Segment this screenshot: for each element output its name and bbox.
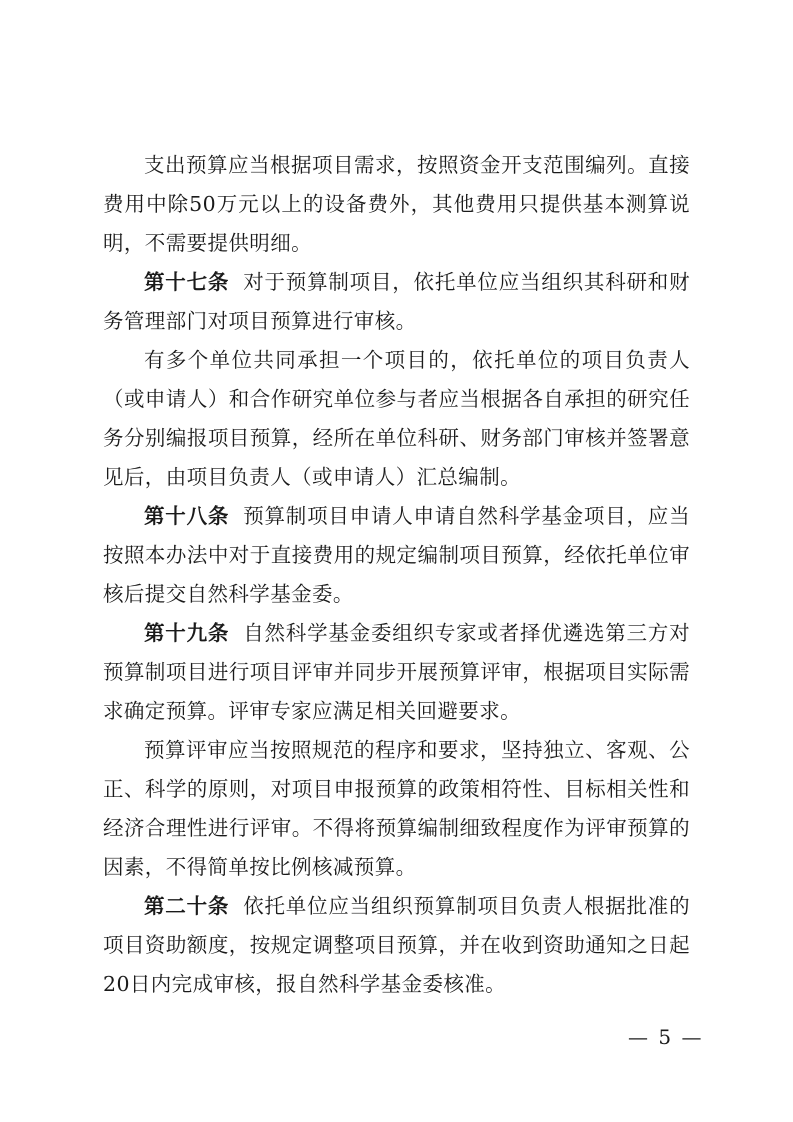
paragraph-multi-unit-budget <box>103 341 690 497</box>
paragraph-text: 预算制项目申请人申请自然科学基金项目，应当按照本办法中对于直接费用的规定编制项目预算，经依托单位审核后提交自然科学基金委。 <box>103 504 690 606</box>
paragraph-text: 预算评审应当按照规范的程序和要求，坚持独立、客观、公正、科学的原则，对项目申报预算的政策相符性、目标相关性和经济合理性进行评审。不得将预算编制细致程度作为评审预算的因素，不得简单按比例核减预算。 <box>103 738 690 879</box>
page-number: — 5 — <box>628 1025 704 1049</box>
body-text <box>103 146 690 1004</box>
paragraph-text: 对于预算制项目，依托单位应当组织其科研和财务管理部门对项目预算进行审核。 <box>103 270 690 333</box>
article-17 <box>103 263 690 341</box>
paragraph-text: 依托单位应当组织预算制项目负责人根据批准的项目资助额度，按规定调整项目预算，并在收到资助通知之日起20日内完成审核，报自然科学基金委核准。 <box>103 894 690 996</box>
article-label: 第十七条 <box>144 270 230 294</box>
paragraph-budget-review-principles <box>103 731 690 887</box>
article-label: 第十八条 <box>144 504 230 528</box>
paragraph-budget-preparation <box>103 146 690 263</box>
article-19 <box>103 614 690 731</box>
article-20 <box>103 887 690 1004</box>
paragraph-text: 有多个单位共同承担一个项目的，依托单位的项目负责人（或申请人）和合作研究单位参与者应当根据各自承担的研究任务分别编报项目预算，经所在单位科研、财务部门审核并签署意见后，由项目负责人（或申请人）汇总编制。 <box>103 348 690 489</box>
paragraph-text: 支出预算应当根据项目需求，按照资金开支范围编列。直接费用中除50万元以上的设备费外，其他费用只提供基本测算说明，不需要提供明细。 <box>103 153 690 255</box>
article-18 <box>103 497 690 614</box>
article-label: 第二十条 <box>144 894 230 918</box>
article-label: 第十九条 <box>144 621 230 645</box>
paragraph-text: 自然科学基金委组织专家或者择优遴选第三方对预算制项目进行项目评审并同步开展预算评审，根据项目实际需求确定预算。评审专家应满足相关回避要求。 <box>103 621 690 723</box>
